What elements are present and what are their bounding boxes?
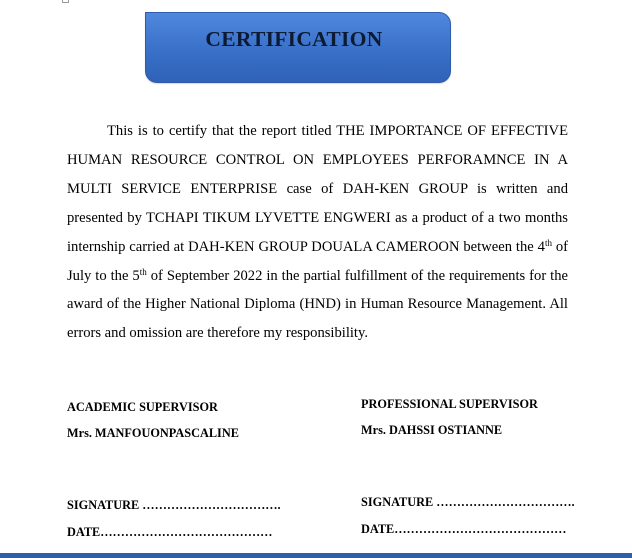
- professional-date-line: DATE……………………………………: [361, 522, 567, 536]
- page-title: CERTIFICATION: [205, 27, 383, 51]
- academic-signature-line: SIGNATURE …………………………….: [67, 498, 281, 512]
- certification-paragraph: [67, 117, 568, 348]
- title-banner: [145, 12, 451, 83]
- professional-supervisor-name: Mrs. DAHSSI OSTIANNE: [361, 423, 503, 437]
- ordinal-suffix: th: [139, 266, 147, 277]
- body-text-part-3: of September 2022 in the partial fulfillment of the requirements for the award of the Higher National Diploma (HND) in Human Resource Management. All errors and omission are therefore my responsibility.: [67, 267, 568, 342]
- academic-supervisor-role: ACADEMIC SUPERVISOR: [67, 400, 218, 414]
- body-text-part-1: This is to certify that the report titled THE IMPORTANCE OF EFFECTIVE HUMAN RESOURCE CONTROL ON EMPLOYEES PERFORAMNCE IN A MULTI SERVICE ENTERPRISE case of DAH-KEN GROUP is written and presented by TCHAPI TIKUM LYVETTE ENGWERI as a product of a two months internship carried at DAH-KEN GROUP DOUALA CAMEROON between the 4: [67, 123, 568, 255]
- academic-date-line: DATE……………………………………: [67, 525, 273, 539]
- ordinal-suffix: th: [544, 237, 552, 248]
- text-boundary-mark: [62, 0, 69, 3]
- professional-signature-line: SIGNATURE …………………………….: [361, 495, 575, 509]
- page-footer-rule: [0, 553, 632, 558]
- body-text-part-2: of July to the 5: [67, 238, 569, 284]
- professional-supervisor-role: PROFESSIONAL SUPERVISOR: [361, 397, 538, 411]
- academic-supervisor-name: Mrs. MANFOUONPASCALINE: [67, 426, 239, 440]
